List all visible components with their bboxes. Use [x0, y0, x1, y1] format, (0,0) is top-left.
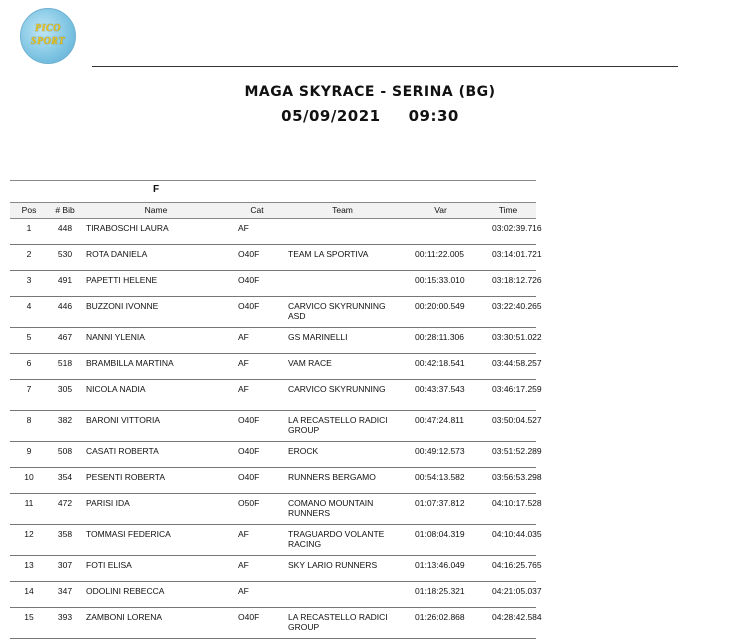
cell-pos: 5: [10, 328, 48, 354]
cell-team: CARVICO SKYRUNNING ASD: [284, 297, 401, 328]
table-row: [10, 380, 536, 411]
cell-var: 00:42:18.541: [401, 354, 480, 380]
col-header-var: Var: [401, 203, 480, 219]
cell-pos: 4: [10, 297, 48, 328]
cell-team: EROCK: [284, 442, 401, 468]
cell-cat: O40F: [230, 411, 284, 442]
cell-pos: 3: [10, 271, 48, 297]
cell-time: 04:16:25.765: [480, 556, 536, 582]
cell-pos: 14: [10, 582, 48, 608]
cell-pos: 1: [10, 219, 48, 245]
table-row: [10, 245, 536, 271]
cell-pos: 15: [10, 608, 48, 639]
cell-team: [284, 219, 401, 245]
table-row: [10, 556, 536, 582]
cell-name: BARONI VITTORIA: [82, 411, 230, 442]
cell-pos: 9: [10, 442, 48, 468]
event-datetime: [8, 107, 732, 125]
cell-cat: AF: [230, 380, 284, 411]
cell-var: 00:47:24.811: [401, 411, 480, 442]
results-body: [10, 219, 542, 639]
cell-var: 00:11:22.005: [401, 245, 480, 271]
cell-pos: 10: [10, 468, 48, 494]
col-header-team: Team: [284, 203, 401, 219]
cell-cat: O40F: [230, 271, 284, 297]
cell-bib: 347: [48, 582, 82, 608]
cell-cat: AF: [230, 219, 284, 245]
cell-name: ROTA DANIELA: [82, 245, 230, 271]
cell-bib: 354: [48, 468, 82, 494]
cell-cat: O40F: [230, 608, 284, 639]
table-row: [10, 328, 536, 354]
table-row: [10, 411, 536, 442]
cell-name: ODOLINI REBECCA: [82, 582, 230, 608]
cell-time: 03:50:04.527: [480, 411, 536, 442]
table-header: [10, 203, 536, 219]
cell-bib: 305: [48, 380, 82, 411]
cell-team: COMANO MOUNTAIN RUNNERS: [284, 494, 401, 525]
cell-bib: 393: [48, 608, 82, 639]
cell-time: 04:10:17.528: [480, 494, 536, 525]
cell-cat: AF: [230, 582, 284, 608]
cell-var: 01:08:04.319: [401, 525, 480, 556]
col-header-pos: Pos: [10, 203, 48, 219]
cell-cat: AF: [230, 328, 284, 354]
cell-var: 00:54:13.582: [401, 468, 480, 494]
logo-text-line1: PICO: [35, 23, 61, 34]
event-time: 09:30: [408, 107, 459, 125]
cell-time: 03:22:40.265: [480, 297, 536, 328]
table-row: [10, 525, 536, 556]
cell-pos: 13: [10, 556, 48, 582]
cell-bib: 446: [48, 297, 82, 328]
col-header-bib: # Bib: [48, 203, 82, 219]
cell-bib: 448: [48, 219, 82, 245]
cell-name: TOMMASI FEDERICA: [82, 525, 230, 556]
cell-time: 03:14:01.721: [480, 245, 536, 271]
cell-bib: 307: [48, 556, 82, 582]
cell-name: TIRABOSCHI LAURA: [82, 219, 230, 245]
cell-team: VAM RACE: [284, 354, 401, 380]
col-header-time: Time: [480, 203, 536, 219]
group-row: [10, 181, 536, 203]
cell-pos: 12: [10, 525, 48, 556]
table-row: [10, 582, 536, 608]
cell-bib: 467: [48, 328, 82, 354]
cell-time: 03:02:39.716: [480, 219, 536, 245]
cell-name: CASATI ROBERTA: [82, 442, 230, 468]
table-row: [10, 442, 536, 468]
table-row: [10, 219, 536, 245]
cell-cat: AF: [230, 354, 284, 380]
cell-time: 03:18:12.726: [480, 271, 536, 297]
cell-cat: O40F: [230, 297, 284, 328]
header-rule: [92, 66, 678, 67]
cell-time: 04:10:44.035: [480, 525, 536, 556]
cell-team: LA RECASTELLO RADICI GROUP: [284, 411, 401, 442]
cell-team: SKY LARIO RUNNERS: [284, 556, 401, 582]
group-label: F: [82, 181, 230, 203]
cell-time: 04:21:05.037: [480, 582, 536, 608]
cell-cat: O40F: [230, 442, 284, 468]
table-row: [10, 297, 536, 328]
cell-var: 00:15:33.010: [401, 271, 480, 297]
col-header-cat: Cat: [230, 203, 284, 219]
table-row: [10, 494, 536, 525]
cell-team: GS MARINELLI: [284, 328, 401, 354]
cell-team: LA RECASTELLO RADICI GROUP: [284, 608, 401, 639]
picosport-logo: [20, 8, 76, 64]
table-row: [10, 354, 536, 380]
cell-team: [284, 582, 401, 608]
table-row: [10, 271, 536, 297]
cell-team: [284, 271, 401, 297]
cell-time: 03:30:51.022: [480, 328, 536, 354]
cell-name: PARISI IDA: [82, 494, 230, 525]
cell-var: 01:13:46.049: [401, 556, 480, 582]
cell-bib: 491: [48, 271, 82, 297]
cell-var: 01:18:25.321: [401, 582, 480, 608]
cell-bib: 530: [48, 245, 82, 271]
cell-name: NICOLA NADIA: [82, 380, 230, 411]
cell-var: [401, 219, 480, 245]
cell-var: 01:07:37.812: [401, 494, 480, 525]
cell-var: 00:43:37.543: [401, 380, 480, 411]
cell-cat: O50F: [230, 494, 284, 525]
logo-text-line2: SPORT: [30, 36, 66, 47]
cell-team: TRAGUARDO VOLANTE RACING: [284, 525, 401, 556]
cell-team: CARVICO SKYRUNNING: [284, 380, 401, 411]
col-header-name: Name: [82, 203, 230, 219]
cell-name: FOTI ELISA: [82, 556, 230, 582]
cell-team: RUNNERS BERGAMO: [284, 468, 401, 494]
results-table: [10, 180, 542, 639]
cell-time: 03:56:53.298: [480, 468, 536, 494]
cell-bib: 358: [48, 525, 82, 556]
cell-pos: 6: [10, 354, 48, 380]
cell-name: BRAMBILLA MARTINA: [82, 354, 230, 380]
cell-time: 03:46:17.259: [480, 380, 536, 411]
cell-pos: 2: [10, 245, 48, 271]
cell-name: PESENTI ROBERTA: [82, 468, 230, 494]
cell-name: NANNI YLENIA: [82, 328, 230, 354]
cell-var: 00:49:12.573: [401, 442, 480, 468]
cell-time: 03:51:52.289: [480, 442, 536, 468]
cell-name: ZAMBONI LORENA: [82, 608, 230, 639]
cell-time: 04:28:42.584: [480, 608, 536, 639]
cell-bib: 472: [48, 494, 82, 525]
cell-bib: 508: [48, 442, 82, 468]
cell-cat: AF: [230, 556, 284, 582]
cell-var: 01:26:02.868: [401, 608, 480, 639]
cell-time: 03:44:58.257: [480, 354, 536, 380]
cell-var: 00:28:11.306: [401, 328, 480, 354]
cell-bib: 518: [48, 354, 82, 380]
cell-bib: 382: [48, 411, 82, 442]
cell-var: 00:20:00.549: [401, 297, 480, 328]
table-row: [10, 608, 536, 639]
cell-pos: 11: [10, 494, 48, 525]
cell-pos: 7: [10, 380, 48, 411]
cell-name: PAPETTI HELENE: [82, 271, 230, 297]
table-row: [10, 468, 536, 494]
cell-cat: AF: [230, 525, 284, 556]
cell-cat: O40F: [230, 468, 284, 494]
cell-name: BUZZONI IVONNE: [82, 297, 230, 328]
cell-team: TEAM LA SPORTIVA: [284, 245, 401, 271]
event-date: 05/09/2021: [281, 107, 381, 125]
cell-cat: O40F: [230, 245, 284, 271]
event-title: MAGA SKYRACE - SERINA (BG): [244, 84, 496, 100]
cell-pos: 8: [10, 411, 48, 442]
